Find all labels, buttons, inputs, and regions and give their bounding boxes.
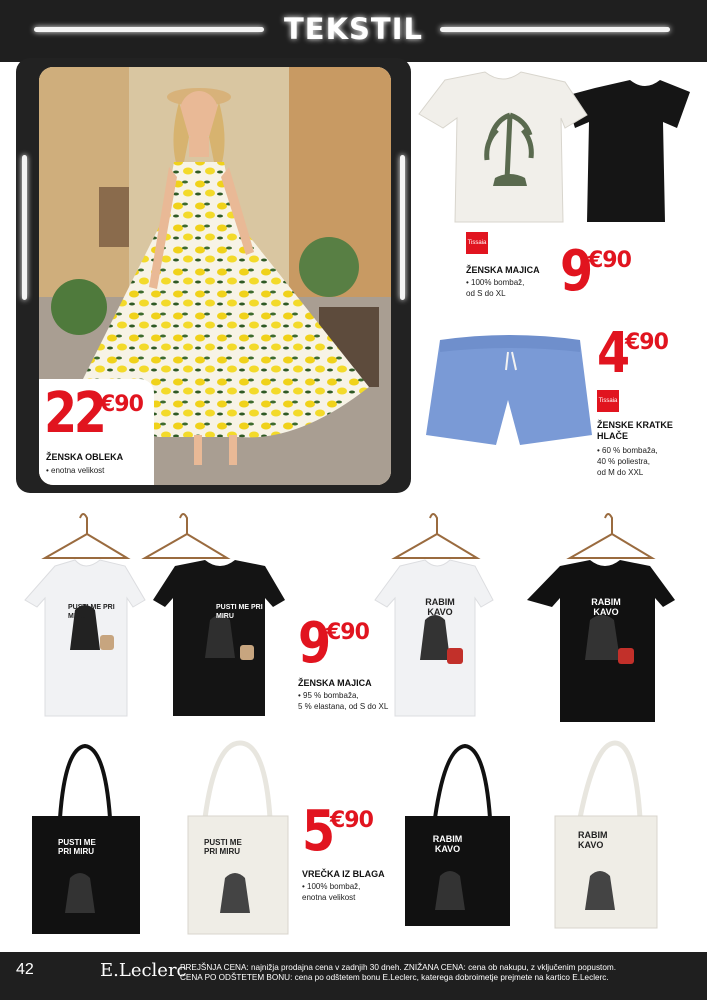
price-main: 5 xyxy=(302,799,332,864)
dress-desc: • enotna velikost xyxy=(46,466,105,475)
footer-line-1: PREJŠNJA CENA: najnižja prodajna cena v zadnjih 30 dneh. ZNIŽANA CENA: cena ob nakupu, z vključenim popustom. xyxy=(180,963,616,972)
print-text-4: RABIM KAVO xyxy=(591,597,621,617)
price-cents: €90 xyxy=(330,808,373,833)
tshirt-print-price xyxy=(298,611,369,676)
price-cents: €90 xyxy=(326,620,369,645)
tshirt-print-desc-1: • 95 % bombaža, xyxy=(298,691,359,700)
price-cents: €90 xyxy=(100,392,143,417)
tshirt-plain-price xyxy=(560,239,631,304)
bag-print-text-2: PUSTI ME PRI MIRU xyxy=(204,838,242,856)
tshirt-print-desc-2: 5 % elastana, od S do XL xyxy=(298,702,389,711)
footer-line-2: CENA PO ODŠTETEM BONU: cena po odštetem bonu E.Leclerc, katerega dobroimetje prejmete na kartico E.Leclerc. xyxy=(180,973,609,982)
shorts-desc-3: od M do XXL xyxy=(597,468,644,477)
bag-desc-1: • 100% bombaž, xyxy=(302,882,361,891)
brand-logo: E.Leclerc xyxy=(100,960,187,981)
price-main: 4 xyxy=(597,321,627,386)
tshirt-plain-desc-2: od S do XL xyxy=(466,289,506,298)
price-main: 9 xyxy=(560,239,590,304)
bag-name: VREČKA IZ BLAGA xyxy=(302,869,385,879)
tshirt-plain-name: ŽENSKA MAJICA xyxy=(466,265,540,275)
section-title: TEKSTIL xyxy=(283,12,423,46)
price-cents: €90 xyxy=(625,330,668,355)
shorts-desc-1: • 60 % bombaža, xyxy=(597,446,658,455)
bag-price xyxy=(302,799,373,864)
bag-print-text-1: PUSTI ME PRI MIRU xyxy=(58,838,96,856)
tshirt-plain-desc-1: • 100% bombaž, xyxy=(466,278,525,287)
shorts-name: ŽENSKE KRATKE HLAČE xyxy=(597,420,673,441)
bag-print-text-4: RABIM KAVO xyxy=(578,830,608,850)
print-text-2: PUSTI ME PRI MIRU xyxy=(216,604,263,620)
price-cents: €90 xyxy=(588,248,631,273)
shorts-price xyxy=(597,321,668,386)
dress-price xyxy=(44,381,143,446)
footer-disclaimer xyxy=(180,963,700,983)
print-text-3: RABIM KAVO xyxy=(425,597,455,617)
neon-bar-left xyxy=(22,155,27,300)
price-main: 9 xyxy=(298,611,328,676)
tshirt-brand-logo: Tissaia xyxy=(466,232,488,254)
dress-name: ŽENSKA OBLEKA xyxy=(46,452,124,462)
shorts-brand-logo: Tissaia xyxy=(597,390,619,412)
shorts-image xyxy=(420,330,595,455)
page-number: 42 xyxy=(16,961,34,978)
price-main: 22 xyxy=(44,381,104,446)
shorts-desc-2: 40 % poliestra, xyxy=(597,457,650,466)
print-text-1: PUSTI ME PRI MIRU xyxy=(68,604,115,620)
tshirt-print-name: ŽENSKA MAJICA xyxy=(298,678,372,688)
plain-tshirts-image xyxy=(415,70,695,230)
bag-desc-2: enotna velikost xyxy=(302,893,356,902)
page-header xyxy=(0,0,707,62)
neon-bar-right xyxy=(400,155,405,300)
bag-print-text-3: RABIM KAVO xyxy=(432,834,463,854)
